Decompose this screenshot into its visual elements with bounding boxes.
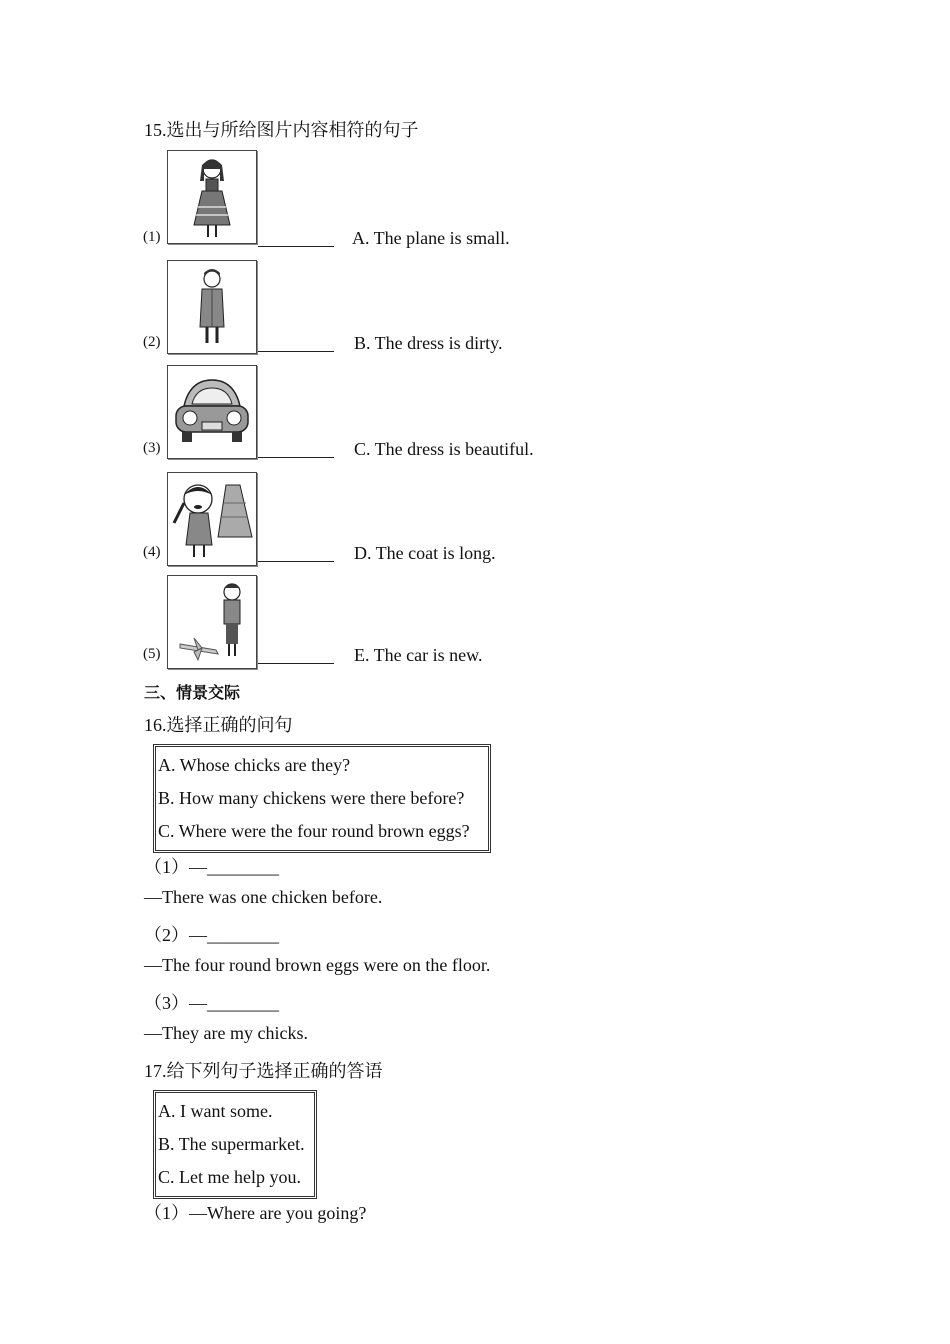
answer-blank[interactable] xyxy=(258,663,334,664)
item-number: (4) xyxy=(143,544,161,560)
answer-blank[interactable] xyxy=(258,246,334,247)
option-b: B. The dress is dirty. xyxy=(354,333,503,353)
girl-holding-dress-picture xyxy=(167,472,257,566)
q17-option-b: B. The supermarket. xyxy=(158,1134,305,1154)
boy-in-long-coat-picture xyxy=(167,260,257,354)
boy-with-toy-plane-icon xyxy=(168,576,256,668)
boy-in-long-coat-icon xyxy=(168,261,256,353)
q16-options-box xyxy=(153,744,491,853)
girl-in-dress-picture xyxy=(167,150,257,244)
q16-dialog-question: （1）—________ xyxy=(144,857,279,877)
girl-in-dress-icon xyxy=(168,151,256,243)
q15-title: 15.选出与所给图片内容相符的句子 xyxy=(144,120,419,140)
q17-option-a: A. I want some. xyxy=(158,1101,273,1121)
q17-title: 17.给下列句子选择正确的答语 xyxy=(144,1061,383,1081)
answer-blank[interactable] xyxy=(258,351,334,352)
item-number: (1) xyxy=(143,229,161,245)
option-d: D. The coat is long. xyxy=(354,543,496,563)
q16-title: 16.选择正确的问句 xyxy=(144,715,293,735)
item-number: (3) xyxy=(143,440,161,456)
option-a: A. The plane is small. xyxy=(352,228,510,248)
q16-dialog-answer: —There was one chicken before. xyxy=(144,887,383,907)
option-c: C. The dress is beautiful. xyxy=(354,439,534,459)
answer-blank[interactable] xyxy=(258,457,334,458)
q17-options-box xyxy=(153,1090,317,1199)
q16-dialog-answer: —The four round brown eggs were on the floor. xyxy=(144,955,491,975)
car-picture xyxy=(167,365,257,459)
q16-option-b: B. How many chickens were there before? xyxy=(158,788,465,808)
section-heading: 三、情景交际 xyxy=(144,683,241,702)
q16-dialog-question: （3）—________ xyxy=(144,993,279,1013)
q16-option-a: A. Whose chicks are they? xyxy=(158,755,351,775)
item-number: (5) xyxy=(143,646,161,662)
answer-blank[interactable] xyxy=(258,561,334,562)
q16-dialog-answer: —They are my chicks. xyxy=(144,1023,308,1043)
q16-option-c: C. Where were the four round brown eggs? xyxy=(158,821,470,841)
q17-option-c: C. Let me help you. xyxy=(158,1167,301,1187)
q17-dialog-question: （1）—Where are you going? xyxy=(144,1203,367,1223)
option-e: E. The car is new. xyxy=(354,645,483,665)
car-icon xyxy=(168,366,256,458)
boy-with-toy-plane-picture xyxy=(167,575,257,669)
girl-holding-dress-icon xyxy=(168,473,256,565)
q16-dialog-question: （2）—________ xyxy=(144,925,279,945)
item-number: (2) xyxy=(143,334,161,350)
